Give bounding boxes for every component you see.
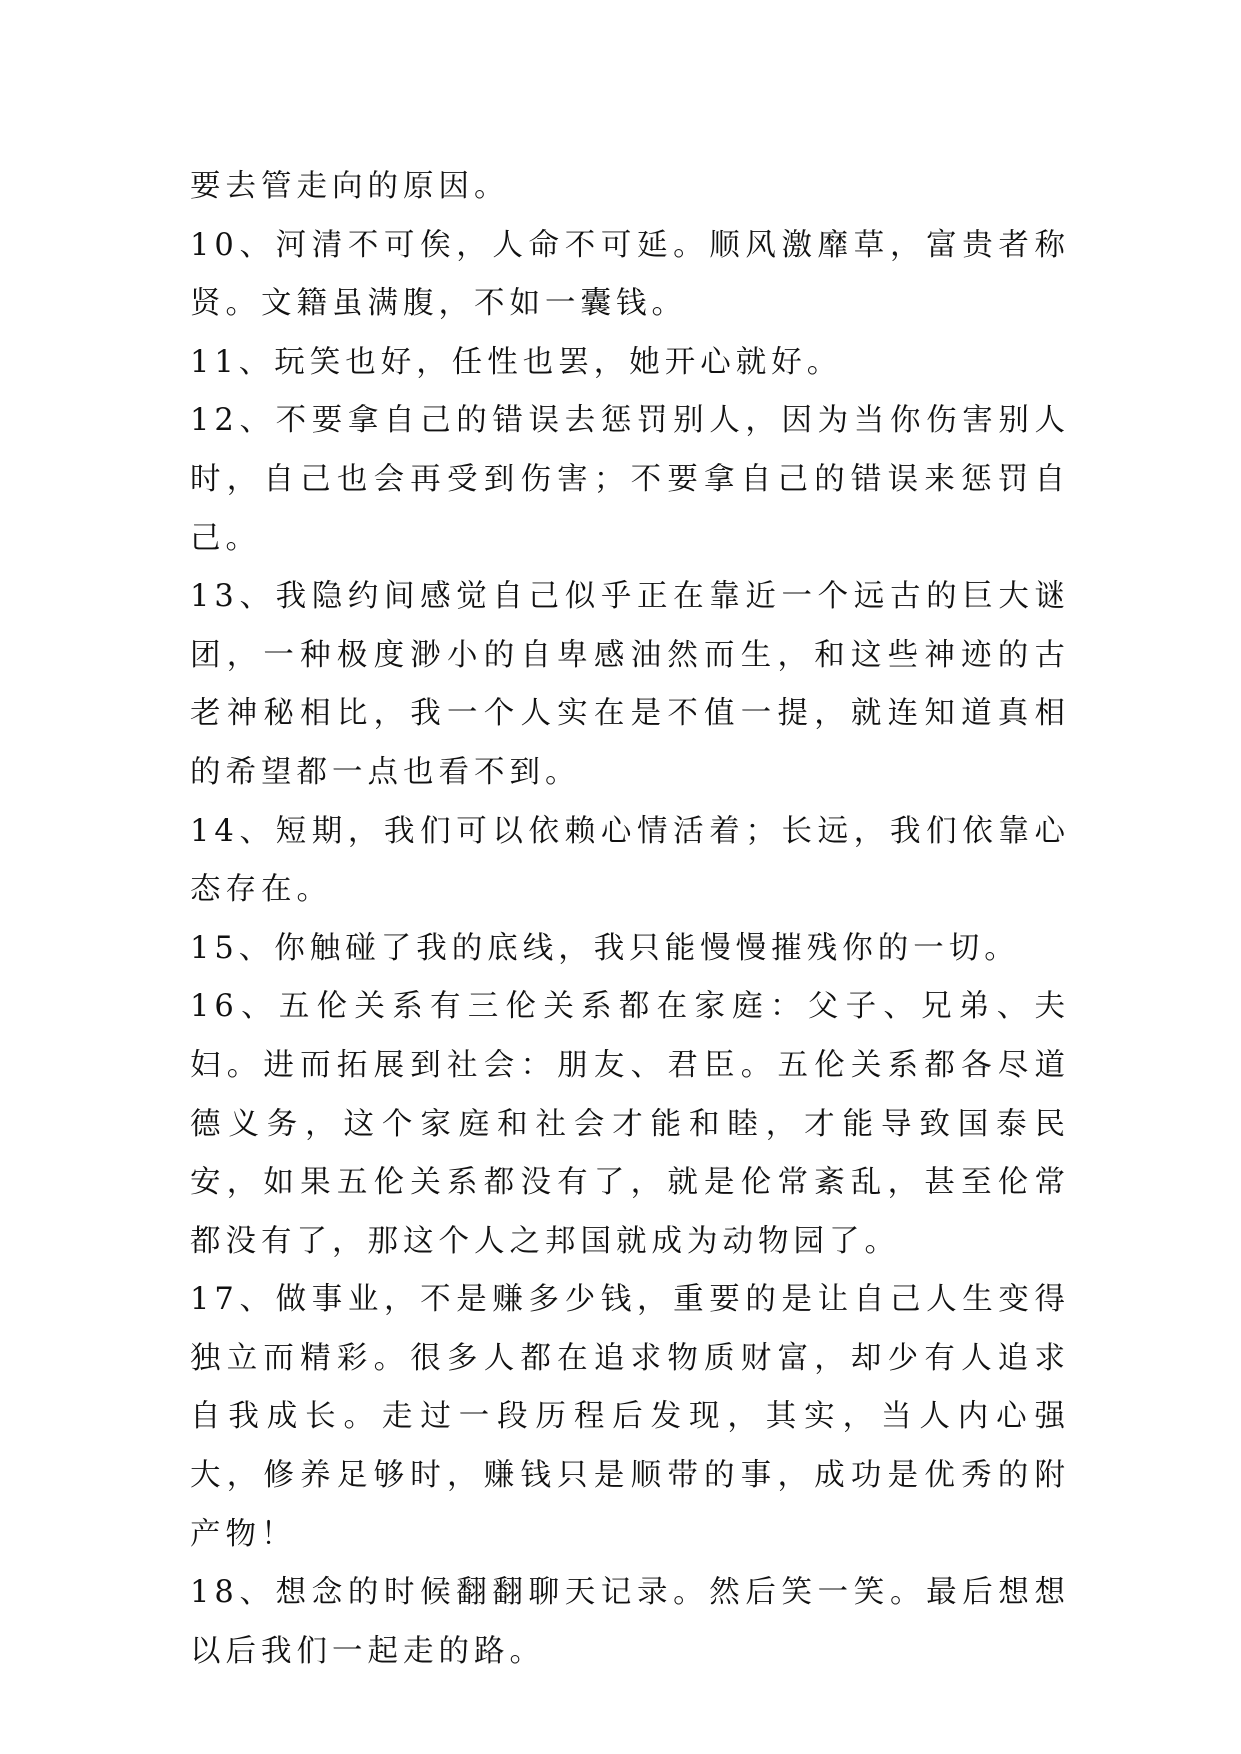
paragraph-17: 17、做事业，不是赚多少钱，重要的是让自己人生变得独立而精彩。很多人都在追求物质财富，却少有人追求自我成长。走过一段历程后发现，其实，当人内心强大，修养足够时，赚钱只是顺带的事，成功是优秀的附产物！: [190, 1282, 1070, 1552]
paragraph-14: 14、短期，我们可以依赖心情活着；长远，我们依靠心态存在。: [190, 813, 1070, 908]
document-body: [190, 158, 1070, 1681]
paragraph-18: 18、想念的时候翻翻聊天记录。然后笑一笑。最后想想以后我们一起走的路。: [190, 1575, 1070, 1669]
paragraph-12: 12、不要拿自己的错误去惩罚别人，因为当你伤害别人时，自己也会再受到伤害；不要拿自己的错误来惩罚自己。: [190, 403, 1070, 556]
paragraph-13: 13、我隐约间感觉自己似乎正在靠近一个远古的巨大谜团，一种极度渺小的自卑感油然而生，和这些神迹的古老神秘相比，我一个人实在是不值一提，就连知道真相的希望都一点也看不到。: [190, 579, 1070, 790]
paragraph-continuation: 要去管走向的原因。: [190, 169, 510, 204]
paragraph-10: 10、河清不可俟，人命不可延。顺风激靡草，富贵者称贤。文籍虽满腹，不如一囊钱。: [190, 227, 1070, 322]
paragraph-11: 11、玩笑也好，任性也罢，她开心就好。: [190, 344, 843, 380]
paragraph-16: 16、五伦关系有三伦关系都在家庭：父子、兄弟、夫妇。进而拓展到社会：朋友、君臣。五伦关系都各尽道德义务，这个家庭和社会才能和睦，才能导致国泰民安，如果五伦关系都没有了，就是伦常紊乱，甚至伦常都没有了，那这个人之邦国就成为动物园了。: [190, 989, 1070, 1259]
paragraph-15: 15、你触碰了我的底线，我只能慢慢摧残你的一切。: [190, 930, 1020, 966]
